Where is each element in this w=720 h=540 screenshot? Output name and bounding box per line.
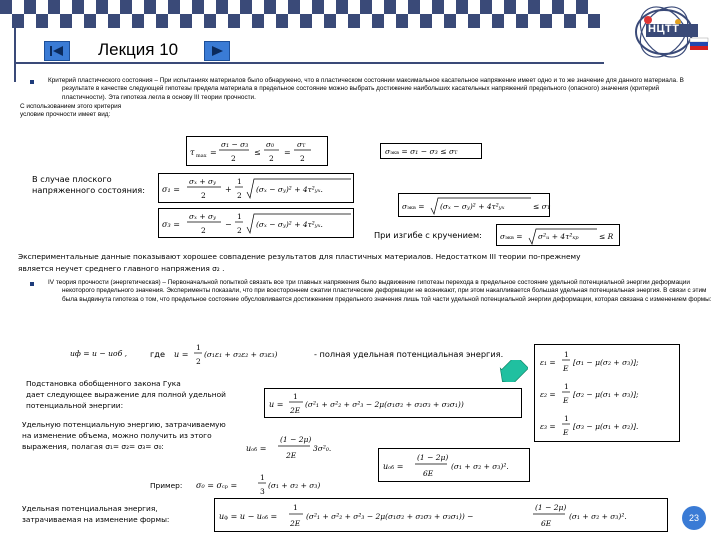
slide-title: Лекция 10: [98, 40, 179, 59]
tau-max-formula: [186, 136, 328, 166]
down-arrow-icon: [498, 360, 528, 386]
hooke-text-2: дает следующее выражение для полной удельной: [26, 390, 226, 399]
u-ob-formula: [378, 448, 530, 482]
sigma-eq-iii-formula: σэкв = σ₁ − σ₃ ≤ σT: [380, 143, 482, 159]
svg-text:(σ₁ + σ₂ + σ₃)².: (σ₁ + σ₂ + σ₃)².: [451, 462, 509, 471]
svg-text:2: 2: [231, 154, 236, 163]
svg-text:(σ₁ + σ₂ + σ₃)².: (σ₁ + σ₂ + σ₃)².: [569, 512, 627, 521]
svg-text:1: 1: [237, 177, 242, 186]
u-form-graphic: [215, 499, 669, 533]
svg-text:u =: u =: [269, 400, 284, 409]
plasticity-paragraph: Критерий пластического состояния – При испытаниях материалов было обнаружено, что в пластическом состоянии максимальное касательное напряжение имеет одно и то же значение для данного материала. В результате в качестве следующей гипотезы предела материала в предельное состояние можно выбрать достижение наибольших касательных напряжений предельного (опасного) значения (критерий пластичности). Эта гипотеза легла в основу III теории прочности.: [48, 77, 684, 101]
svg-text:[σ₁ − μ(σ₂ + σ₃)];: [σ₁ − μ(σ₂ + σ₃)];: [573, 358, 639, 367]
svg-text:(σ²₁ + σ²₂ + σ²₃ − 2μ(σ₁σ₂ + σ: (σ²₁ + σ²₂ + σ²₃ − 2μ(σ₁σ₂ + σ₂σ₃ + σ₃σ₁)): [305, 400, 464, 409]
full-energy-label: - полная удельная потенциальная энергия.: [314, 349, 504, 359]
svg-text:(σ₁ + σ₂ + σ₃): (σ₁ + σ₂ + σ₃): [268, 481, 321, 490]
svg-text:E: E: [563, 396, 569, 405]
svg-text:σT: σT: [297, 140, 306, 149]
play-forward-icon: [209, 45, 225, 57]
form-text-2: затрачиваемая на изменение формы:: [22, 515, 170, 524]
svg-text:1: 1: [293, 392, 298, 401]
svg-text:σ₃ =: σ₃ =: [162, 220, 180, 229]
where-label: где: [150, 349, 165, 359]
u-form-formula: [214, 498, 668, 532]
header-vertical-line: [14, 28, 16, 82]
svg-text:(1 − 2μ): (1 − 2μ): [280, 435, 312, 444]
skip-back-icon: [49, 45, 65, 57]
bullet-icon: [30, 282, 34, 286]
example-label: Пример:: [150, 481, 183, 490]
svg-text:3σ²₀.: 3σ²₀.: [313, 444, 332, 453]
svg-text:−: −: [225, 220, 232, 229]
svg-text:ε₁ =: ε₁ =: [540, 358, 556, 367]
bending-torsion-label: При изгибе с кручением:: [374, 230, 482, 240]
hooke-law-graphic: [535, 345, 681, 443]
u-ob-sigma0-graphic: [244, 432, 354, 464]
hooke-law-box: [534, 344, 680, 442]
energy-theory-paragraph: IV теория прочности (энергетическая) – Первоначальной попыткой связать все три главных напряжения было выдвижение гипотезы перехода в предельное состояние удельной потенциальной энергии деформации некоторого предельного значения. Эксперименты показали, что при всестороннем сжатии пластические деформации не возникают, при этом накапливается большая удельная потенциальная энергия. В связи с этим была выдвинута гипотеза о том, что предельное состояние обусловливается достижением предельного значения лишь той части удельной потенциальной энергии деформации, которая связана с изменением формы:: [48, 279, 712, 303]
intro-line-1: С использованием этого критерия: [20, 103, 122, 110]
bullet-icon: [30, 80, 34, 84]
u-ob-sigma0-formula: [244, 432, 354, 468]
svg-text:σ₀: σ₀: [266, 140, 275, 149]
svg-text:2: 2: [300, 154, 305, 163]
svg-text:(σx − σy)² + 4τ²yx: (σx − σy)² + 4τ²yx: [440, 202, 505, 211]
svg-text:2: 2: [201, 191, 206, 200]
svg-text:≤: ≤: [254, 148, 261, 157]
u-hooke-graphic: [265, 389, 523, 419]
svg-text:ε₃ =: ε₃ =: [540, 422, 556, 431]
volume-text-1: Удельную потенциальную энергию, затрачиваемую: [22, 420, 226, 429]
sigma1-plane-graphic: [159, 174, 355, 204]
tau-max-formula-graphic: [187, 137, 329, 167]
prev-slide-button[interactable]: [44, 41, 70, 61]
svg-text:6E: 6E: [541, 519, 552, 528]
svg-text:1: 1: [196, 343, 201, 352]
svg-text:σ₀ = σср =: σ₀ = σср =: [196, 481, 238, 490]
svg-text:+: +: [225, 185, 232, 194]
u-form-short-formula: uф = u − uоб ,: [70, 349, 128, 358]
svg-text:[σ₂ − μ(σ₁ + σ₃)];: [σ₂ − μ(σ₁ + σ₃)];: [573, 390, 639, 399]
sigma-eq-bending-graphic: [497, 225, 621, 247]
svg-text:σ₁ =: σ₁ =: [162, 185, 180, 194]
sigma-eq-plane-formula: [398, 193, 550, 217]
experimental-line-2: является неучет среднего главного напряжения σ₂ .: [18, 264, 225, 273]
intro-line-2: условие прочности имеет вид:: [20, 111, 111, 118]
sigma3-plane-formula: [158, 208, 354, 238]
svg-text:(σ²₁ + σ²₂ + σ²₃ − 2μ(σ₁σ₂ + σ: (σ²₁ + σ²₂ + σ²₃ − 2μ(σ₁σ₂ + σ₂σ₃ + σ₃σ₁)) −: [306, 512, 474, 521]
svg-text:2: 2: [237, 191, 242, 200]
svg-text:2: 2: [269, 154, 274, 163]
svg-text:uоб =: uоб =: [383, 462, 404, 471]
sigma1-plane-formula: [158, 173, 354, 203]
plane-stress-label-1: В случае плоского: [32, 174, 112, 184]
volume-text-2: на изменение объема, можно получить из этого: [22, 431, 212, 440]
u-hooke-formula: [264, 388, 522, 418]
header-checker-strip: [0, 0, 600, 28]
svg-text:(σ₁ε₁ + σ₂ε₂ + σ₃ε₃): (σ₁ε₁ + σ₂ε₂ + σ₃ε₃): [204, 350, 278, 359]
svg-text:2: 2: [196, 357, 201, 366]
svg-text:σx + σy: σx + σy: [189, 212, 216, 221]
svg-text:1: 1: [237, 212, 242, 221]
u-full-formula: [172, 340, 310, 374]
svg-text:2E: 2E: [286, 451, 297, 460]
form-text-1: Удельная потенциальная энергия,: [22, 504, 158, 513]
svg-text:(σx − σy)² + 4τ²yx.: (σx − σy)² + 4τ²yx.: [256, 220, 323, 229]
hooke-text-1: Подстановка обобщенного закона Гука: [26, 379, 181, 388]
u-ob-graphic: [379, 449, 531, 483]
u-full-graphic: [172, 340, 310, 370]
svg-text:1: 1: [564, 350, 569, 359]
sigma-eq-bending-formula: [496, 224, 620, 246]
svg-text:1: 1: [260, 473, 265, 482]
svg-text:E: E: [563, 428, 569, 437]
svg-text:2: 2: [201, 226, 206, 235]
svg-text:≤ σT: ≤ σT: [533, 202, 551, 211]
svg-text:(1 − 2μ): (1 − 2μ): [535, 503, 567, 512]
svg-text:max: max: [196, 153, 207, 159]
svg-text:6E: 6E: [423, 469, 434, 478]
svg-text:σ²и + 4τ²кр: σ²и + 4τ²кр: [538, 232, 579, 241]
plane-stress-label-2: напряженного состояния:: [32, 185, 145, 195]
svg-text:σx + σy: σx + σy: [189, 177, 216, 186]
logo-text: НЦТТ: [648, 23, 680, 35]
svg-text:=: =: [284, 148, 291, 157]
svg-text:σ₁ − σ₃: σ₁ − σ₃: [221, 140, 249, 149]
svg-text:2E: 2E: [290, 519, 301, 528]
svg-text:σэкв =: σэкв =: [500, 232, 523, 241]
next-slide-button[interactable]: [204, 41, 230, 61]
svg-text:3: 3: [260, 487, 265, 496]
page-number-badge: 23: [682, 506, 706, 530]
center-logo: [620, 2, 716, 62]
experimental-line-1: Экспериментальные данные показывают хорошее совпадение результатов для пластичных материалов. Недостатком III теории по-прежнему: [18, 252, 581, 261]
svg-text:ε₂ =: ε₂ =: [540, 390, 556, 399]
hooke-text-3: потенциальной энергии:: [26, 401, 124, 410]
svg-text:1: 1: [564, 382, 569, 391]
svg-text:1: 1: [293, 503, 298, 512]
svg-text:uф = u − uоб =: uф = u − uоб =: [219, 512, 278, 521]
volume-text-3: выражения, полагая σ₁= σ₂= σ₃= σ₀:: [22, 442, 164, 451]
svg-text:=: =: [210, 148, 217, 157]
sigma3-plane-graphic: [159, 209, 355, 239]
svg-text:2E: 2E: [290, 406, 301, 415]
svg-text:[σ₃ − μ(σ₁ + σ₂)].: [σ₃ − μ(σ₁ + σ₂)].: [573, 422, 639, 431]
svg-text:uоб =: uоб =: [246, 444, 267, 453]
svg-text:u =: u =: [174, 350, 189, 359]
svg-text:τ: τ: [190, 148, 195, 157]
svg-text:1: 1: [564, 414, 569, 423]
svg-text:≤ R: ≤ R: [599, 232, 614, 241]
svg-text:(1 − 2μ): (1 − 2μ): [417, 453, 449, 462]
header-horizontal-line: [14, 62, 604, 64]
sigma0-graphic: [194, 470, 344, 500]
svg-text:σэкв =: σэкв =: [402, 202, 425, 211]
svg-text:E: E: [563, 364, 569, 373]
sigma-eq-plane-graphic: [399, 194, 551, 218]
svg-text:2: 2: [237, 226, 242, 235]
svg-text:(σx − σy)² + 4τ²yx.: (σx − σy)² + 4τ²yx.: [256, 185, 323, 194]
